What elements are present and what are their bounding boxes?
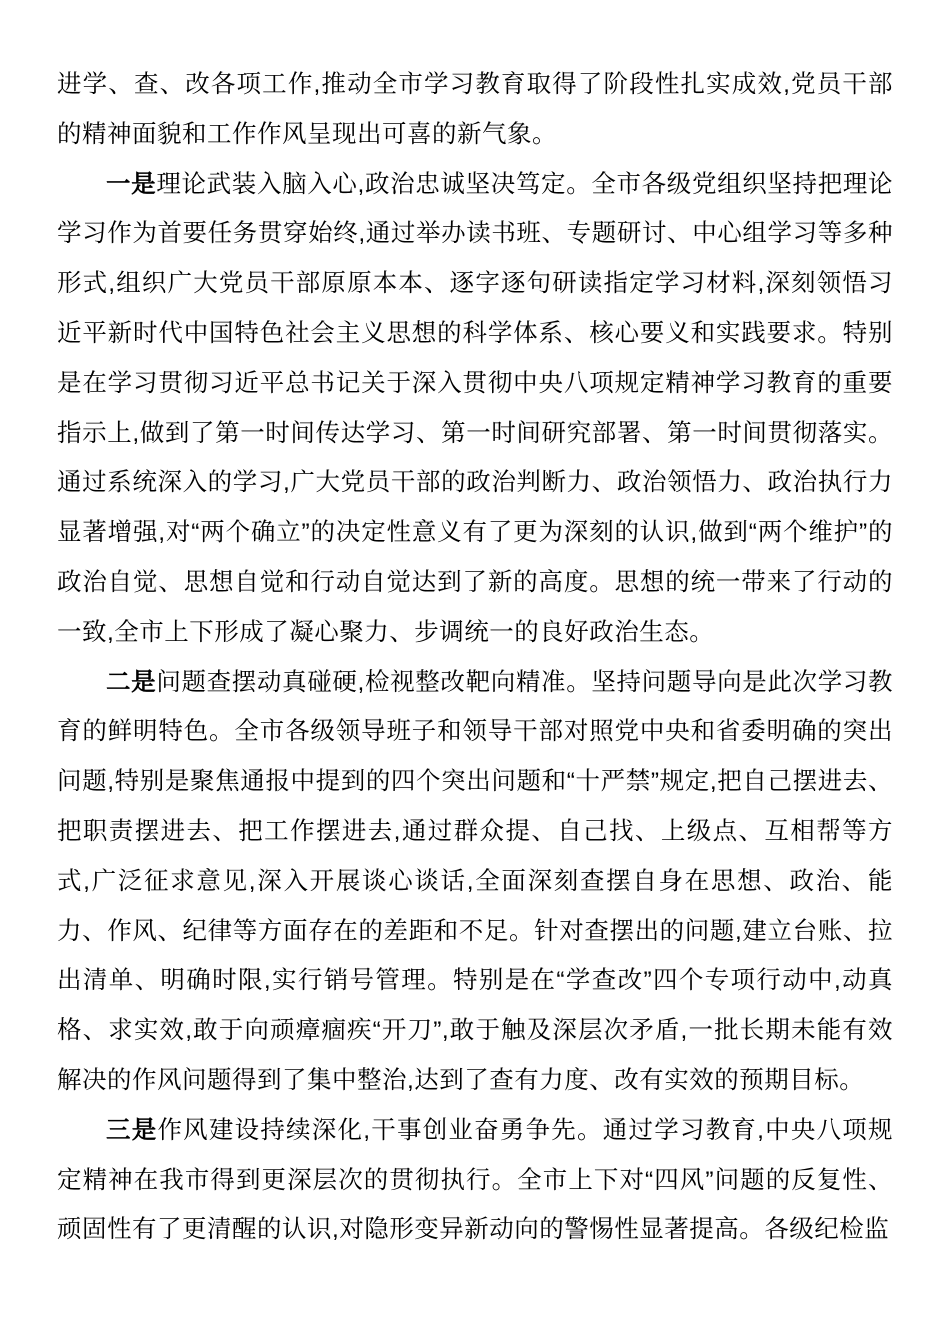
document-body: [57, 60, 893, 1255]
paragraph: 进学、查、改各项工作,推动全市学习教育取得了阶段性扎实成效,党员干部的精神面貌和工作作风呈现出可喜的新气象。: [57, 71, 893, 148]
paragraph: 三是作风建设持续深化,干事创业奋勇争先。通过学习教育,中央八项规定精神在我市得到更深层次的贯彻执行。全市上下对“四风”问题的反复性、顽固性有了更清醒的认识,对隐形变异新动向的警惕性显著提高。各级纪检监: [57, 1116, 893, 1244]
paragraph: 一是理论武装入脑入心,政治忠诚坚决笃定。全市各级党组织坚持把理论学习作为首要任务贯穿始终,通过举办读书班、专题研讨、中心组学习等多种形式,组织广大党员干部原原本本、逐字逐句研读指定学习材料,深刻领悟习近平新时代中国特色社会主义思想的科学体系、核心要义和实践要求。特别是在学习贯彻习近平总书记关于深入贯彻中央八项规定精神学习教育的重要指示上,做到了第一时间传达学习、第一时间研究部署、第一时间贯彻落实。通过系统深入的学习,广大党员干部的政治判断力、政治领悟力、政治执行力显著增强,对“两个确立”的决定性意义有了更为深刻的认识,做到“两个维护”的政治自觉、思想自觉和行动自觉达到了新的高度。思想的统一带来了行动的一致,全市上下形成了凝心聚力、步调统一的良好政治生态。: [57, 170, 894, 646]
paragraph-lead: 一是: [106, 170, 157, 198]
paragraph: 二是问题查摆动真碰硬,检视整改靶向精准。坚持问题导向是此次学习教育的鲜明特色。全市各级领导班子和领导干部对照党中央和省委明确的突出问题,特别是聚焦通报中提到的四个突出问题和“十严禁”规定,把自己摆进去、把职责摆进去、把工作摆进去,通过群众提、自己找、上级点、互相帮等方式,广泛征求意见,深入开展谈心谈话,全面深刻查摆自身在思想、政治、能力、作风、纪律等方面存在的差距和不足。针对查摆出的问题,建立台账、拉出清单、明确时限,实行销号管理。特别是在“学查改”四个专项行动中,动真格、求实效,敢于向顽瘴痼疾“开刀”,敢于触及深层次矛盾,一批长期未能有效解决的作风问题得到了集中整治,达到了查有力度、改有实效的预期目标。: [57, 668, 894, 1094]
paragraph-lead: 二是: [106, 668, 157, 696]
paragraph-lead: 三是: [106, 1116, 158, 1144]
